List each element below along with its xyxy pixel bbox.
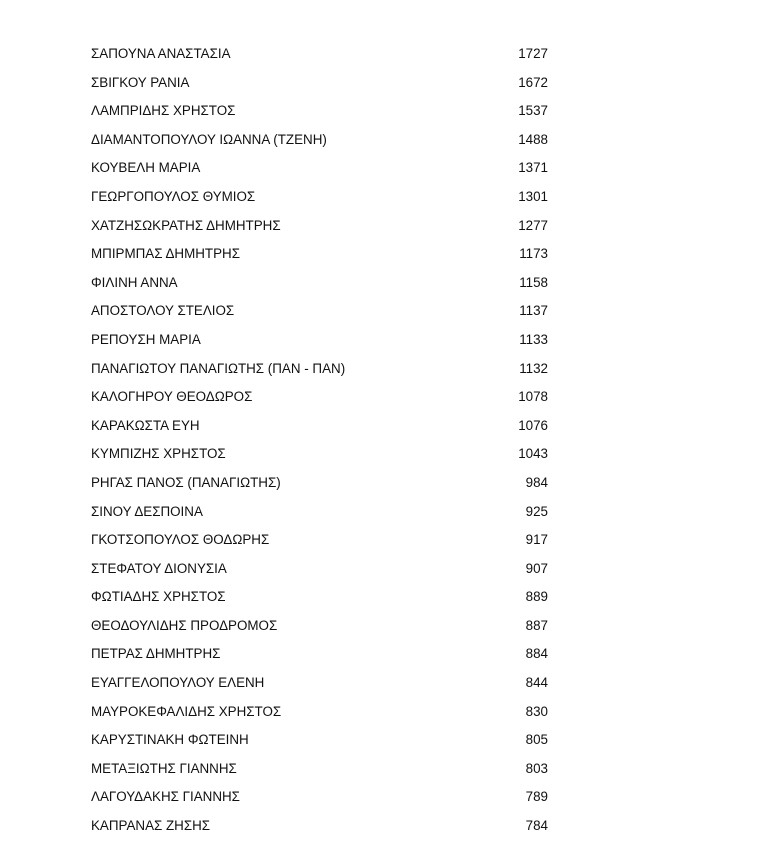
list-item xyxy=(91,702,551,731)
candidate-name: ΦΙΛΙΝΗ ΑΝΝΑ xyxy=(91,274,178,290)
candidate-name: ΣΑΠΟΥΝΑ ΑΝΑΣΤΑΣΙΑ xyxy=(91,46,231,61)
candidate-name: ΣΙΝΟΥ ΔΕΣΠΟΙΝΑ xyxy=(91,503,203,519)
vote-count: 1277 xyxy=(518,217,548,233)
list-item xyxy=(91,301,551,330)
vote-count: 1076 xyxy=(518,417,548,433)
vote-count: 1672 xyxy=(518,74,548,90)
candidate-name: ΓΕΩΡΓΟΠΟΥΛΟΣ ΘΥΜΙΟΣ xyxy=(91,188,256,204)
candidate-name: ΚΑΛΟΓΗΡΟΥ ΘΕΟΔΩΡΟΣ xyxy=(91,389,253,405)
list-item xyxy=(91,330,551,359)
candidate-name: ΡΗΓΑΣ ΠΑΝΟΣ (ΠΑΝΑΓΙΩΤΗΣ) xyxy=(91,474,281,490)
vote-count: 830 xyxy=(525,703,548,719)
list-item xyxy=(91,444,551,473)
list-item xyxy=(91,216,551,245)
candidate-name: ΡΕΠΟΥΣΗ ΜΑΡΙΑ xyxy=(91,331,201,347)
list-item xyxy=(91,416,551,445)
list-item xyxy=(91,759,551,788)
vote-count: 984 xyxy=(525,474,548,490)
vote-count: 1043 xyxy=(518,446,548,462)
list-item xyxy=(91,816,551,845)
vote-count: 1158 xyxy=(519,274,548,290)
list-item xyxy=(91,158,551,187)
vote-count: 1488 xyxy=(518,131,548,147)
candidate-name: ΛΑΜΠΡΙΔΗΣ ΧΡΗΣΤΟΣ xyxy=(91,103,236,119)
candidate-name: ΕΥΑΓΓΕΛΟΠΟΥΛΟΥ ΕΛΕΝΗ xyxy=(91,675,265,691)
candidate-name: ΚΑΠΡΑΝΑΣ ΖΗΣΗΣ xyxy=(91,818,211,834)
vote-count: 1133 xyxy=(519,331,548,347)
candidate-name: ΚΑΡΑΚΩΣΤΑ ΕΥΗ xyxy=(91,417,200,433)
candidate-name: ΜΑΥΡΟΚΕΦΑΛΙΔΗΣ ΧΡΗΣΤΟΣ xyxy=(91,703,282,719)
candidate-name: ΘΕΟΔΟΥΛΙΔΗΣ ΠΡΟΔΡΟΜΟΣ xyxy=(91,617,278,633)
vote-count: 844 xyxy=(525,675,548,691)
list-item xyxy=(91,101,551,130)
candidate-name: ΜΠΙΡΜΠΑΣ ΔΗΜΗΤΡΗΣ xyxy=(91,246,240,262)
candidate-name: ΚΥΜΠΙΖΗΣ ΧΡΗΣΤΟΣ xyxy=(91,446,226,462)
list-item xyxy=(91,473,551,502)
list-item xyxy=(91,244,551,273)
list-item xyxy=(91,787,551,816)
vote-count: 1727 xyxy=(518,46,548,61)
vote-count: 907 xyxy=(525,560,548,576)
vote-count: 925 xyxy=(525,503,548,519)
candidate-name: ΠΕΤΡΑΣ ΔΗΜΗΤΡΗΣ xyxy=(91,646,221,662)
list-item xyxy=(91,44,551,73)
vote-count: 1371 xyxy=(518,160,548,176)
vote-count: 1301 xyxy=(518,188,548,204)
list-item xyxy=(91,73,551,102)
candidate-name: ΑΠΟΣΤΟΛΟΥ ΣΤΕΛΙΟΣ xyxy=(91,303,235,319)
list-item xyxy=(91,730,551,759)
list-item xyxy=(91,530,551,559)
list-item xyxy=(91,644,551,673)
candidate-name: ΜΕΤΑΞΙΩΤΗΣ ΓΙΑΝΝΗΣ xyxy=(91,760,237,776)
vote-count: 784 xyxy=(525,818,548,834)
vote-count: 887 xyxy=(525,617,548,633)
vote-count: 805 xyxy=(525,732,548,748)
list-item xyxy=(91,673,551,702)
list-item xyxy=(91,359,551,388)
list-item xyxy=(91,387,551,416)
list-item xyxy=(91,587,551,616)
list-item xyxy=(91,187,551,216)
list-item xyxy=(91,130,551,159)
vote-count: 789 xyxy=(525,789,548,805)
vote-count: 917 xyxy=(525,532,548,548)
vote-count: 884 xyxy=(525,646,548,662)
vote-count: 1537 xyxy=(518,103,548,119)
candidate-name: ΛΑΓΟΥΔΑΚΗΣ ΓΙΑΝΝΗΣ xyxy=(91,789,240,805)
vote-count: 1173 xyxy=(519,246,548,262)
vote-count: 889 xyxy=(525,589,548,605)
candidate-name: ΚΟΥΒΕΛΗ ΜΑΡΙΑ xyxy=(91,160,201,176)
list-item xyxy=(91,559,551,588)
candidate-name: ΦΩΤΙΑΔΗΣ ΧΡΗΣΤΟΣ xyxy=(91,589,226,605)
list-item xyxy=(91,502,551,531)
candidate-name: ΣΒΙΓΚΟΥ ΡΑΝΙΑ xyxy=(91,74,190,90)
list-item xyxy=(91,616,551,645)
vote-count: 803 xyxy=(525,760,548,776)
list-item xyxy=(91,273,551,302)
candidate-name: ΠΑΝΑΓΙΩΤΟΥ ΠΑΝΑΓΙΩΤΗΣ (ΠΑΝ - ΠΑΝ) xyxy=(91,360,346,376)
candidate-name: ΣΤΕΦΑΤΟΥ ΔΙΟΝΥΣΙΑ xyxy=(91,560,227,576)
candidate-name: ΧΑΤΖΗΣΩΚΡΑΤΗΣ ΔΗΜΗΤΡΗΣ xyxy=(91,217,281,233)
results-list xyxy=(91,44,551,845)
vote-count: 1132 xyxy=(519,360,548,376)
candidate-name: ΔΙΑΜΑΝΤΟΠΟΥΛΟΥ ΙΩΑΝΝΑ (ΤΖΕΝΗ) xyxy=(91,131,327,147)
vote-count: 1078 xyxy=(518,389,548,405)
vote-count: 1137 xyxy=(519,303,548,319)
candidate-name: ΓΚΟΤΣΟΠΟΥΛΟΣ ΘΟΔΩΡΗΣ xyxy=(91,532,270,548)
candidate-name: ΚΑΡΥΣΤΙΝΑΚΗ ΦΩΤΕΙΝΗ xyxy=(91,732,249,748)
